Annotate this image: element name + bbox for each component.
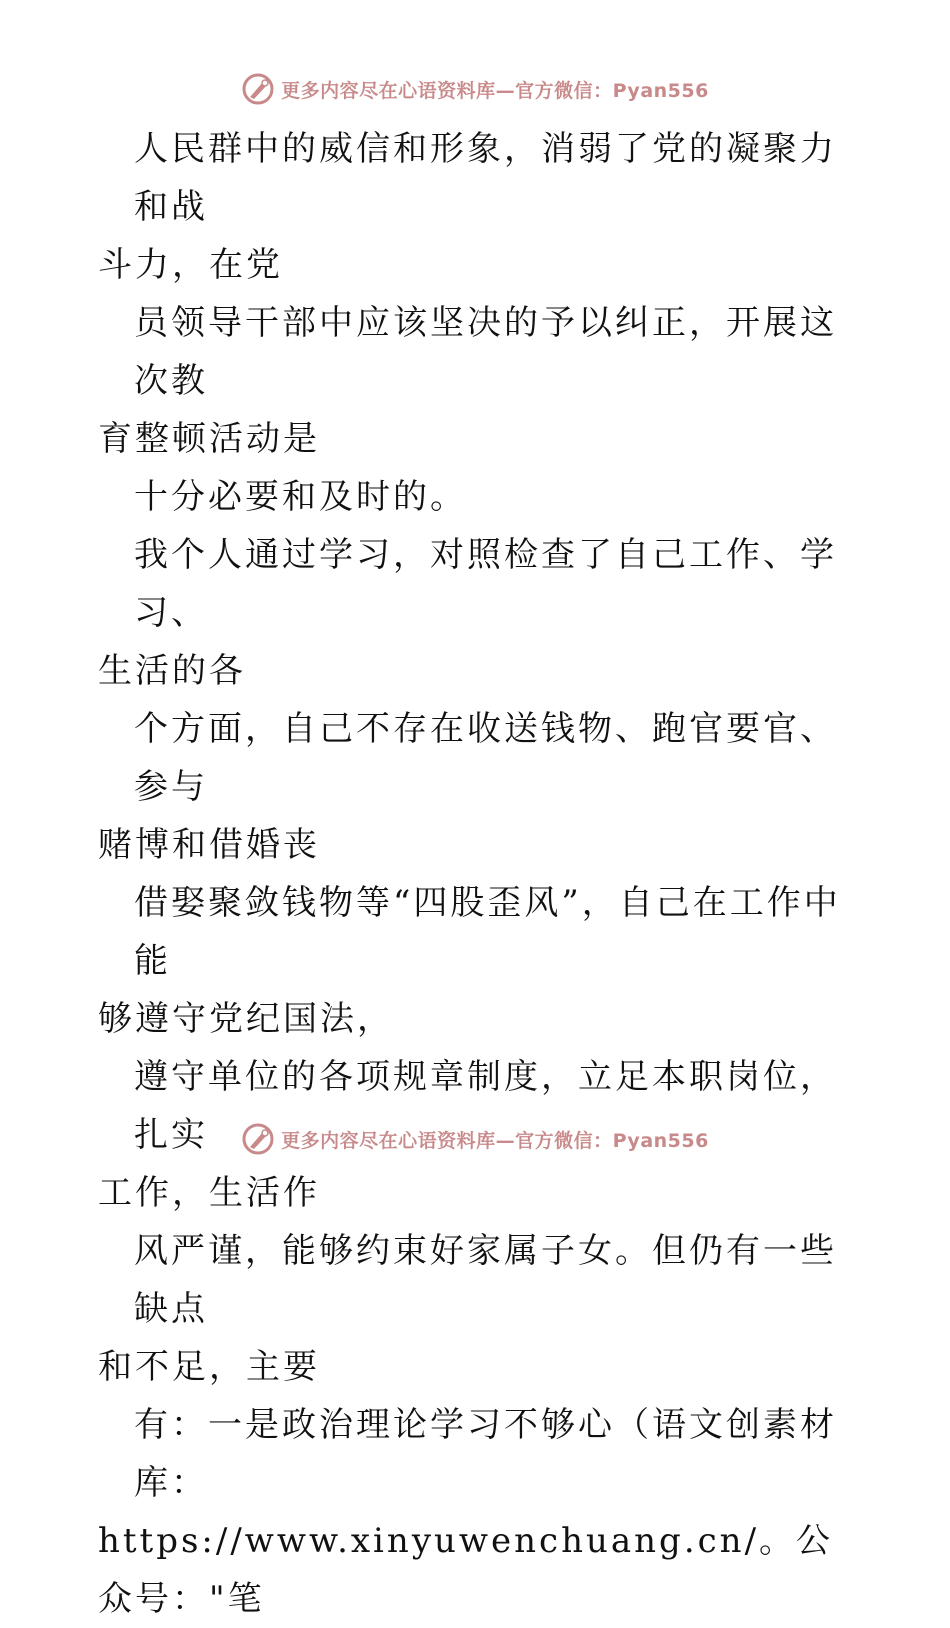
- paragraph: [98, 468, 868, 526]
- paragraph: [98, 874, 868, 1048]
- text-line: 十分必要和及时的。: [134, 477, 467, 517]
- paragraph: [98, 1396, 868, 1628]
- watermark-footer: [0, 1122, 950, 1156]
- text-line: 个方面，自己不存在收送钱物、跑官要官、参与: [134, 709, 837, 807]
- text-line: 生活的各: [98, 651, 246, 691]
- text-line: 风严谨，能够约束好家属子女。但仍有一些缺点: [134, 1231, 837, 1329]
- text-line: 我个人通过学习，对照检查了自己工作、学习、: [134, 535, 837, 633]
- pen-logo-icon: [241, 72, 275, 106]
- text-line: 借娶聚敛钱物等“四股歪风”，自己在工作中能: [134, 883, 841, 981]
- paragraph: [98, 1222, 868, 1396]
- text-line: 赌博和借婚丧: [98, 825, 320, 865]
- watermark-text: 更多内容尽在心语资料库—官方微信：Pyan556: [281, 1129, 709, 1152]
- pen-logo-icon: [241, 1122, 275, 1156]
- text-line: 斗力，在党: [98, 245, 283, 285]
- text-line: 工作，生活作: [98, 1173, 320, 1213]
- text-line: 和不足，主要: [98, 1347, 320, 1387]
- paragraph: [98, 120, 868, 294]
- text-line: 遵守单位的各项规章制度，立足本职岗位，扎实: [134, 1057, 837, 1155]
- text-line: 育整顿活动是: [98, 419, 320, 459]
- watermark-text: 更多内容尽在心语资料库—官方微信：Pyan556: [281, 79, 709, 102]
- paragraph: [98, 700, 868, 874]
- watermark-header: [0, 72, 950, 106]
- document-body: [98, 120, 868, 1628]
- text-line: 有：一是政治理论学习不够心（语文创素材库：: [134, 1405, 837, 1503]
- text-line: 人民群中的威信和形象，消弱了党的凝聚力和战: [134, 129, 837, 227]
- url-line: https://www.xinyuwenchuang.cn/。公众号："笔: [98, 1521, 834, 1619]
- paragraph: [98, 294, 868, 468]
- paragraph: [98, 526, 868, 700]
- text-line: 够遵守党纪国法，: [98, 999, 394, 1039]
- text-line: 员领导干部中应该坚决的予以纠正，开展这次教: [134, 303, 837, 401]
